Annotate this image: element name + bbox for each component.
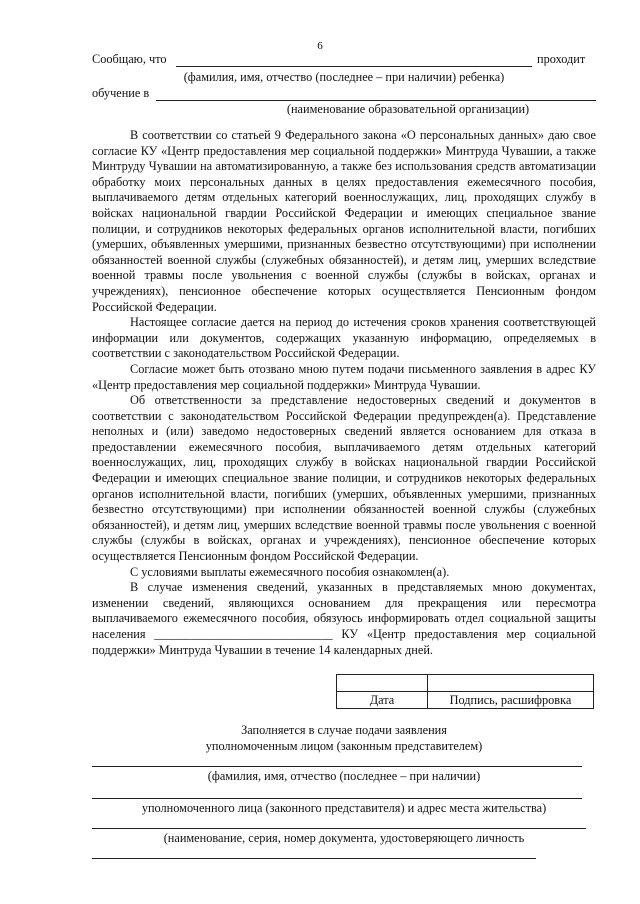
paragraph-period: Настоящее согласие дается на период до истечения сроков хранения соответствующей информации или документов, содержащих указанную информацию, определяемых в соответствии с законодательством Российской Федерации. bbox=[92, 315, 596, 361]
representative-note-line2: уполномоченным лицом (законным представителем) bbox=[205, 739, 483, 753]
consent-body bbox=[92, 128, 596, 658]
signature-field[interactable] bbox=[428, 675, 594, 692]
paragraph-responsibility: Об ответственности за представление недостоверных сведений и документов в соответствии с законодательством Российской Федерации предупрежден(а). Представление неполных и (или) заведомо недостоверных сведений является основанием для отказа в предоставлении ежемесячного пособия, выплачиваемого детям отдельных категорий военнослужащих, лиц, проходящих службу в войсках национальной гвардии Российской Федерации и имеющих специальное звание полиции, и сотрудников некоторых федеральных органов исполнительной власти, погибших (умерших, объявленных умершими, признанных безвестно отсутствующими) при исполнении обязанностей военной службы (служебных обязанностей), и детям лиц, умерших вследствие военной травмы после увольнения с военной службы (службы в войсках, органах и учреждениях), пенсионное обеспечение которых осуществляется Пенсионным фондом Российской Федерации. bbox=[92, 393, 596, 564]
paragraph-revocation: Согласие может быть отозвано мною путем подачи письменного заявления в адрес КУ «Центр предоставления мер социальной поддержки» Минтруда Чувашии. bbox=[92, 361, 596, 392]
paragraph-consent: В соответствии со статьей 9 Федерального закона «О персональных данных» даю свое согласие КУ «Центр предоставления мер социальной поддержки» Минтруда Чувашии, а также Минтруду Чувашии на автоматизированную, а также без использования средств автоматизации обработку моих персональных данных в целях предоставления ежемесячного пособия, выплачиваемого детям отдельных категорий военнослужащих, лиц, проходящих службу в войсках национальной гвардии Российской Федерации и имеющих специальное звание полиции, и сотрудников некоторых федеральных органов исполнительной власти, погибших (умерших, объявленных умершими, признанных безвестно отсутствующими) при исполнении обязанностей военной службы (служебных обязанностей), и детям лиц, умерших вследствие военной травмы после увольнения с военной службы (службы в войсках, органах и учреждениях), пенсионное обеспечение которых осуществляется Пенсионным фондом Российской Федерации. bbox=[92, 128, 596, 314]
signature-table bbox=[336, 674, 594, 709]
representative-document-caption: (наименование, серия, номер документа, удостоверяющего личность bbox=[163, 831, 525, 845]
date-label: Дата bbox=[337, 692, 428, 709]
representative-name-field[interactable] bbox=[92, 766, 582, 767]
child-name-caption: (фамилия, имя, отчество (последнее – при наличии) ребенка) bbox=[183, 70, 505, 84]
page-number: 6 bbox=[317, 40, 323, 52]
representative-note-line1: Заполняется в случае подачи заявления bbox=[241, 723, 447, 737]
representative-document-field-1[interactable] bbox=[92, 828, 586, 829]
representative-name-caption: (фамилия, имя, отчество (последнее – при наличии) bbox=[207, 769, 481, 783]
signature-label: Подпись, расшифровка bbox=[428, 692, 594, 709]
child-name-field[interactable] bbox=[176, 66, 532, 67]
study-prefix: обучение в bbox=[92, 86, 150, 100]
paragraph-changes: В случае изменения сведений, указанных в представляемых мною документах, изменении сведений, являющихся основанием для прекращения или пересмотра выплачиваемого ежемесячного пособия, обязуюсь информировать отдел социальной защиты населения _____________________________ КУ «Центр предоставления мер социальной поддержки» Минтруда Чувашии в течение 14 календарных дней. bbox=[92, 580, 596, 657]
inform-suffix: проходит bbox=[537, 52, 586, 66]
paragraph-conditions: С условиями выплаты ежемесячного пособия ознакомлен(а). bbox=[130, 564, 450, 579]
representative-address-caption: уполномоченного лица (законного представителя) и адрес места жительства) bbox=[141, 801, 547, 815]
organization-caption: (наименование образовательной организации) bbox=[286, 102, 530, 116]
organization-field[interactable] bbox=[156, 100, 596, 101]
representative-document-field-2[interactable] bbox=[92, 858, 536, 859]
inform-prefix: Сообщаю, что bbox=[92, 52, 167, 66]
date-field[interactable] bbox=[337, 675, 428, 692]
representative-address-field[interactable] bbox=[92, 798, 582, 799]
